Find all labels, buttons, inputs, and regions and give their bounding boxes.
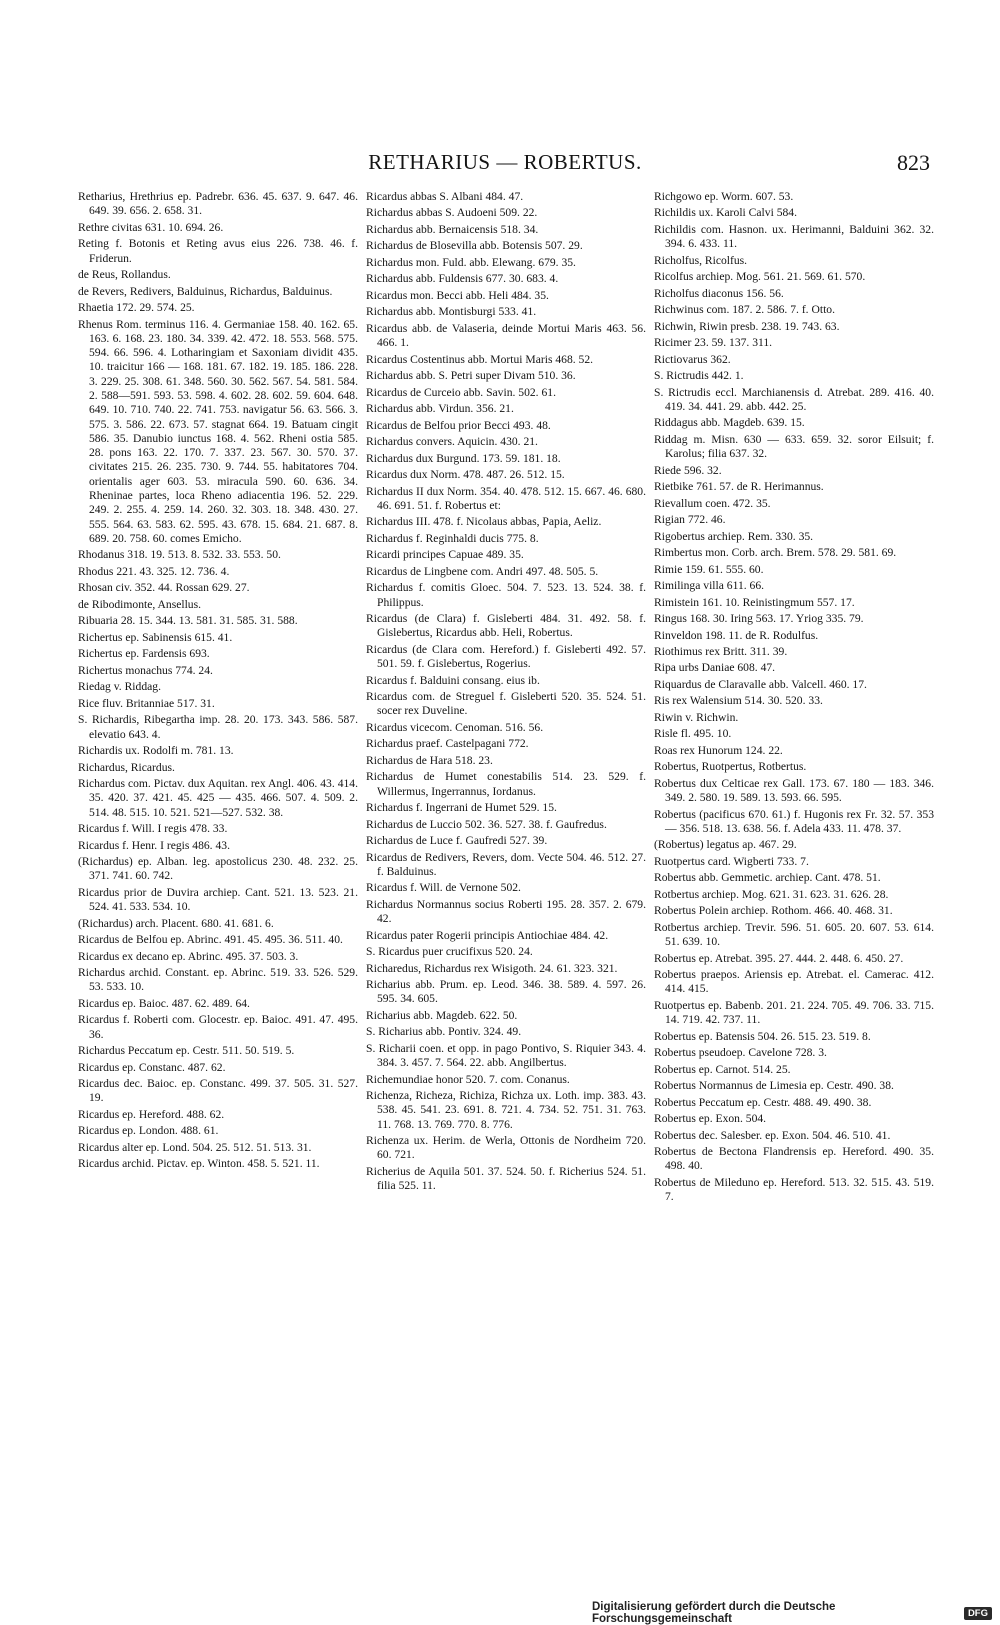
index-entry: Rhodanus 318. 19. 513. 8. 532. 33. 553. 50. <box>78 548 281 562</box>
index-entry: Ricardus ep. London. 488. 61. <box>78 1124 219 1138</box>
index-entry: Ricimer 23. 59. 137. 311. <box>654 336 773 350</box>
index-entry: Richardus III. 478. f. Nicolaus abbas, Papia, Aeliz. <box>366 515 602 529</box>
index-entry: Robertus Polein archiep. Rothom. 466. 40. 468. 31. <box>654 904 893 918</box>
index-entry: Ricardus com. de Streguel f. Gisleberti 520. 35. 524. 51. socer rex Duveline. <box>366 690 646 718</box>
index-entry: Ricardus (de Clara com. Hereford.) f. Gisleberti 492. 57. 501. 59. f. Gislebertus, Rogerius. <box>366 642 646 671</box>
index-entry: (Richardus) ep. Alban. leg. apostolicus 230. 48. 232. 25. 371. 741. 60. 742. <box>78 855 358 883</box>
index-entry: Robertus praepos. Ariensis ep. Atrebat. el. Camerac. 412. 414. 415. <box>654 968 934 996</box>
index-entry: Ricardus de Curceio abb. Savin. 502. 61. <box>366 385 556 399</box>
index-entry: S. Richarii coen. et opp. in pago Pontivo, S. Riquier 343. 4. 384. 3. 457. 7. 564. 22. abb. Angilbertus. <box>366 1041 646 1070</box>
index-entry: Rimie 159. 61. 555. 60. <box>654 562 764 576</box>
index-entry: Rhaetia 172. 29. 574. 25. <box>78 301 195 315</box>
index-entry: Robertus dux Celticae rex Gall. 173. 67. 180 — 183. 346. 349. 2. 580. 19. 589. 13. 593. 66. 595. <box>654 776 934 805</box>
index-entry: Ricardi principes Capuae 489. 35. <box>366 548 524 562</box>
dfg-logo: DFG <box>964 1607 992 1620</box>
index-entry: Richardus f. comitis Gloec. 504. 7. 523. 13. 524. 38. f. Philippus. <box>366 581 646 609</box>
index-entry: Richardus de Luccio 502. 36. 527. 38. f. Gaufredus. <box>366 817 607 831</box>
index-entry: Rhenus Rom. terminus 116. 4. Germaniae 158. 40. 162. 65. 163. 6. 168. 23. 180. 34. 339. 42. 472. 18. 553. 568. 575. 594. 66. 596. 4. Lotharingiam et Saxoniam dividit 435. 10. traicitur 166 — 168. 181. 67. 182. 19. 185. 186. 228. 3. 229. 25. 308. 61. 348. 560. 30. 562. 567. 54. 581. 584. 2. 588—591. 593. 53. 598. 4. 602. 28. 602. 59. 604. 648. 649. 10. 710. 740. 22. 741. 753. navigatur 56. 63. 566. 3. 575. 3. 586. 22. 673. 57. stagnat 664. 19. Batuam cingit 586. 35. Danubio iunctus 168. 4. 562. Rheni ostia 585. 28. pons 163. 22. 170. 7. 337. 23. 567. 30. 570. 37. civitates 215. 26. 235. 730. 9. 744. 55. habitatores 704. orientalis ager 603. 53. miracula 590. 60. 636. 34. Rheninae partes, loca Rheno adiacentia 196. 52. 229. 249. 2. 255. 4. 259. 14. 260. 32. 303. 18. 348. 430. 27. 555. 564. 63. 583. 62. 595. 43. 678. 15. 684. 21. 687. 8. 689. 20. 758. 60. comes Emicho. <box>78 317 358 545</box>
index-entry: Ricardus dux Norm. 478. 487. 26. 512. 15. <box>366 468 565 482</box>
index-entry: Richardus de Humet conestabilis 514. 23. 529. f. Willermus, Ingerrannus, Iordanus. <box>366 770 646 798</box>
running-head: RETHARIUS — ROBERTUS. <box>368 150 642 174</box>
index-entry: Richardus de Blosevilla abb. Botensis 507. 29. <box>366 239 583 253</box>
digitization-footer <box>592 1601 992 1625</box>
index-entry: Rotbertus archiep. Mog. 621. 31. 623. 31. 626. 28. <box>654 887 889 901</box>
index-entry: Richardus abb. Virdun. 356. 21. <box>366 402 514 416</box>
index-entry: Rinveldon 198. 11. de R. Rodulfus. <box>654 628 819 642</box>
index-entry: Rhodus 221. 43. 325. 12. 736. 4. <box>78 564 230 578</box>
index-entry: Richildis ux. Karoli Calvi 584. <box>654 206 797 220</box>
index-entry: Richardus dux Burgund. 173. 59. 181. 18. <box>366 451 561 465</box>
index-column-2 <box>366 190 646 1535</box>
page-number: 823 <box>897 150 930 175</box>
index-entry: Robertus ep. Batensis 504. 26. 515. 23. 519. 8. <box>654 1029 871 1043</box>
index-entry: S. Rictrudis 442. 1. <box>654 369 744 383</box>
index-column-1 <box>78 190 358 1535</box>
index-entry: Ricardus f. Will. I regis 478. 33. <box>78 822 228 836</box>
index-entry: Retharius, Hrethrius ep. Padrebr. 636. 45. 637. 9. 647. 46. 649. 39. 656. 2. 658. 31. <box>78 190 358 218</box>
index-entry: Robertus dec. Salesber. ep. Exon. 504. 46. 510. 41. <box>654 1128 891 1142</box>
index-entry: Rigian 772. 46. <box>654 513 726 527</box>
index-entry: Richardus praef. Castelpagani 772. <box>366 737 529 751</box>
index-entry: Robertus, Ruotpertus, Rotbertus. <box>654 760 807 774</box>
index-entry: Ringus 168. 30. Iring 563. 17. Yriog 335. 79. <box>654 612 864 626</box>
index-entry: Ricardus f. Balduini consang. eius ib. <box>366 673 540 687</box>
page-header <box>80 150 930 180</box>
index-entry: Rimistein 161. 10. Reinistingmum 557. 17. <box>654 595 855 609</box>
index-entry: Robertus Normannus de Limesia ep. Cestr. 490. 38. <box>654 1079 894 1093</box>
index-entry: Richenza, Richeza, Richiza, Richza ux. Loth. imp. 383. 43. 538. 45. 541. 23. 691. 8. 721. 4. 734. 52. 751. 31. 763. 11. 768. 13. 769. 770. 8. 776. <box>366 1089 646 1131</box>
index-entry: Roas rex Hunorum 124. 22. <box>654 743 783 757</box>
index-entry: Richertus ep. Fardensis 693. <box>78 647 210 661</box>
index-entry: Ricardus f. Henr. I regis 486. 43. <box>78 838 230 852</box>
index-entry: Richardus, Ricardus. <box>78 760 175 774</box>
index-entry: Robertus ep. Exon. 504. <box>654 1112 767 1126</box>
index-entry: Richardus de Hara 518. 23. <box>366 753 493 767</box>
index-entry: Richerius de Aquila 501. 37. 524. 50. f. Richerius 524. 51. filia 525. 11. <box>366 1164 646 1193</box>
index-entry: Ricardus ep. Baioc. 487. 62. 489. 64. <box>78 996 250 1010</box>
index-entry: Risle fl. 495. 10. <box>654 727 732 741</box>
index-entry: S. Richarius abb. Pontiv. 324. 49. <box>366 1025 522 1039</box>
index-entry: Ripa urbs Daniae 608. 47. <box>654 661 776 675</box>
index-entry: Ricardus de Redivers, Revers, dom. Vecte 504. 46. 512. 27. f. Balduinus. <box>366 850 646 878</box>
index-entry: Riddagus abb. Magdeb. 639. 15. <box>654 416 805 430</box>
index-entry: Rimbertus mon. Corb. arch. Brem. 578. 29. 581. 69. <box>654 546 897 560</box>
index-entry: Rethre civitas 631. 10. 694. 26. <box>78 220 224 234</box>
index-entry: Ricardus dec. Baioc. ep. Constanc. 499. 37. 505. 31. 527. 19. <box>78 1077 358 1105</box>
index-entry: Richardus f. Ingerrani de Humet 529. 15. <box>366 801 557 815</box>
index-entry: Ricardus (de Clara) f. Gisleberti 484. 31. 492. 58. f. Gislebertus, Ricardus abb. Heli, Robertus. <box>366 612 646 640</box>
index-entry: Ricardus alter ep. Lond. 504. 25. 512. 51. 513. 31. <box>78 1140 312 1154</box>
index-entry: Ricardus mon. Becci abb. Heli 484. 35. <box>366 288 549 302</box>
index-entry: Richardus abb. Bernaicensis 518. 34. <box>366 222 539 236</box>
index-entry: Richarius abb. Magdeb. 622. 50. <box>366 1008 518 1022</box>
index-entry: Ricardus abb. de Valaseria, deinde Mortui Maris 463. 56. 466. 1. <box>366 321 646 350</box>
index-entry: Ricardus abbas S. Albani 484. 47. <box>366 190 524 203</box>
index-entry: Ricardus f. Roberti com. Glocestr. ep. Baioc. 491. 47. 495. 36. <box>78 1013 358 1041</box>
index-entry: Ricardus ep. Hereford. 488. 62. <box>78 1107 225 1121</box>
index-entry: Richardus archid. Constant. ep. Abrinc. 519. 33. 526. 529. 53. 533. 10. <box>78 966 358 994</box>
index-entry: Rimilinga villa 611. 66. <box>654 579 765 593</box>
index-entry: Riede 596. 32. <box>654 463 722 477</box>
index-entry: Richgowo ep. Worm. 607. 53. <box>654 190 794 203</box>
index-entry: S. Ricardus puer crucifixus 520. 24. <box>366 945 533 959</box>
index-entry: Richemundiae honor 520. 7. com. Conanus. <box>366 1072 570 1086</box>
index-entry: Ricardus ep. Constanc. 487. 62. <box>78 1060 226 1074</box>
index-entry: Richolfus, Ricolfus. <box>654 253 748 267</box>
index-columns <box>78 190 938 1535</box>
index-entry: Riwin v. Richwin. <box>654 710 739 724</box>
index-entry: Rictiovarus 362. <box>654 352 731 366</box>
index-column-3 <box>654 190 934 1535</box>
index-entry: Richwin, Riwin presb. 238. 19. 743. 63. <box>654 319 840 333</box>
index-entry: Ricardus de Lingbene com. Andri 497. 48. 505. 5. <box>366 564 599 578</box>
index-entry: Richardus mon. Fuld. abb. Elewang. 679. 35. <box>366 255 576 269</box>
index-entry: Richardus abb. S. Petri super Divam 510. 36. <box>366 369 576 383</box>
index-entry: Ricardus de Belfou prior Becci 493. 48. <box>366 418 551 432</box>
index-entry: Rotbertus archiep. Trevir. 596. 51. 605. 20. 607. 53. 614. 51. 639. 10. <box>654 920 934 949</box>
index-entry: Richardus f. Reginhaldi ducis 775. 8. <box>366 531 539 545</box>
index-entry: Ris rex Walensium 514. 30. 520. 33. <box>654 694 823 708</box>
index-entry: de Revers, Redivers, Balduinus, Richardus, Balduinus. <box>78 284 333 298</box>
index-entry: Richertus ep. Sabinensis 615. 41. <box>78 630 233 644</box>
index-entry: Ricardus Costentinus abb. Mortui Maris 468. 52. <box>366 352 594 366</box>
index-entry: Richertus monachus 774. 24. <box>78 663 213 677</box>
index-entry: Richardus Peccatum ep. Cestr. 511. 50. 519. 5. <box>78 1044 295 1058</box>
index-entry: (Robertus) legatus ap. 467. 29. <box>654 838 797 852</box>
index-entry: Rice fluv. Britanniae 517. 31. <box>78 696 215 710</box>
index-entry: Richardus com. Pictav. dux Aquitan. rex Angl. 406. 43. 414. 35. 420. 37. 421. 45. 425 — 435. 466. 507. 4. 509. 2. 514. 48. 515. 10. 521. 521—527. 532. 38. <box>78 777 358 819</box>
index-entry: Richwinus com. 187. 2. 586. 7. f. Otto. <box>654 303 835 317</box>
index-entry: Riedag v. Riddag. <box>78 680 161 694</box>
index-entry: Ricardus f. Will. de Vernone 502. <box>366 881 521 895</box>
index-entry: Richardus II dux Norm. 354. 40. 478. 512. 15. 667. 46. 680. 46. 691. 51. f. Robertus et: <box>366 484 646 512</box>
index-entry: Richildis com. Hasnon. ux. Herimanni, Balduini 362. 32. 394. 6. 433. 11. <box>654 222 934 251</box>
index-entry: de Ribodimonte, Ansellus. <box>78 597 202 611</box>
index-entry: Riothimus rex Britt. 311. 39. <box>654 645 788 658</box>
index-entry: Ricardus vicecom. Cenoman. 516. 56. <box>366 720 544 734</box>
index-entry: Richaredus, Richardus rex Wisigoth. 24. 61. 323. 321. <box>366 961 618 975</box>
index-entry: Ricardus ex decano ep. Abrinc. 495. 37. 503. 3. <box>78 949 299 963</box>
index-entry: Rigobertus archiep. Rem. 330. 35. <box>654 529 814 543</box>
index-entry: Richenza ux. Herim. de Werla, Ottonis de Nordheim 720. 60. 721. <box>366 1134 646 1162</box>
index-entry: Richardus abbas S. Audoeni 509. 22. <box>366 206 538 220</box>
footer-text: Digitalisierung gefördert durch die Deutsche Forschungsgemeinschaft <box>592 1601 836 1625</box>
index-entry: S. Richardis, Ribegartha imp. 28. 20. 173. 343. 586. 587. elevatio 643. 4. <box>78 713 358 741</box>
index-entry: Ricardus archid. Pictav. ep. Winton. 458. 5. 521. 11. <box>78 1157 320 1171</box>
index-entry: Robertus (pacificus 670. 61.) f. Hugonis rex Fr. 32. 57. 353 — 356. 518. 13. 638. 56. f. Adela 433. 11. 478. 37. <box>654 807 934 835</box>
index-entry: Richarius abb. Prum. ep. Leod. 346. 38. 589. 4. 597. 26. 595. 34. 605. <box>366 978 646 1006</box>
index-entry: Ricolfus archiep. Mog. 561. 21. 569. 61. 570. <box>654 270 866 284</box>
index-entry: Richardus abb. Montisburgi 533. 41. <box>366 305 537 319</box>
index-entry: S. Rictrudis eccl. Marchianensis d. Atrebat. 289. 416. 40. 419. 34. 441. 29. abb. 442. 25. <box>654 385 934 413</box>
index-entry: Richolfus diaconus 156. 56. <box>654 286 784 300</box>
index-entry: Reting f. Botonis et Reting avus eius 226. 738. 46. f. Friderun. <box>78 237 358 265</box>
index-entry: Richardus de Luce f. Gaufredi 527. 39. <box>366 834 548 848</box>
index-entry: de Reus, Rollandus. <box>78 268 171 282</box>
index-entry: Robertus ep. Carnot. 514. 25. <box>654 1062 791 1076</box>
index-entry: Robertus ep. Atrebat. 395. 27. 444. 2. 448. 6. 450. 27. <box>654 951 904 965</box>
index-entry: Robertus de Mileduno ep. Hereford. 513. 32. 515. 43. 519. 7. <box>654 1175 934 1204</box>
index-entry: Richardus abb. Fuldensis 677. 30. 683. 4. <box>366 272 559 286</box>
index-entry: Richardus Normannus socius Roberti 195. 28. 357. 2. 679. 42. <box>366 897 646 926</box>
index-entry: Ruotpertus card. Wigberti 733. 7. <box>654 854 809 868</box>
index-entry: Ruotpertus ep. Babenb. 201. 21. 224. 705. 49. 706. 33. 715. 14. 719. 42. 737. 11. <box>654 998 934 1027</box>
index-entry: Rhosan civ. 352. 44. Rossan 629. 27. <box>78 581 250 595</box>
index-entry: Robertus pseudoep. Cavelone 728. 3. <box>654 1046 827 1060</box>
index-entry: Ricardus prior de Duvira archiep. Cant. 521. 13. 523. 21. 524. 41. 533. 534. 10. <box>78 885 358 914</box>
index-entry: Ricardus de Belfou ep. Abrinc. 491. 45. 495. 36. 511. 40. <box>78 933 343 947</box>
index-entry: Richardis ux. Rodolfi m. 781. 13. <box>78 744 234 758</box>
index-entry: Richardus convers. Aquicin. 430. 21. <box>366 435 538 449</box>
index-entry: Rietbike 761. 57. de R. Herimannus. <box>654 480 824 494</box>
index-entry: Rievallum coen. 472. 35. <box>654 496 771 510</box>
index-entry: (Richardus) arch. Placent. 680. 41. 681. 6. <box>78 916 274 930</box>
index-entry: Robertus Peccatum ep. Cestr. 488. 49. 490. 38. <box>654 1095 872 1109</box>
index-entry: Ricardus pater Rogerii principis Antiochiae 484. 42. <box>366 928 609 942</box>
index-entry: Ribuaria 28. 15. 344. 13. 581. 31. 585. 31. 588. <box>78 614 298 628</box>
index-entry: Robertus abb. Gemmetic. archiep. Cant. 478. 51. <box>654 871 881 885</box>
index-entry: Riquardus de Claravalle abb. Valcell. 460. 17. <box>654 677 867 691</box>
index-entry: Riddag m. Misn. 630 — 633. 659. 32. soror Eilsuit; f. Karolus; filia 637. 32. <box>654 432 934 461</box>
index-entry: Robertus de Bectona Flandrensis ep. Hereford. 490. 35. 498. 40. <box>654 1145 934 1173</box>
